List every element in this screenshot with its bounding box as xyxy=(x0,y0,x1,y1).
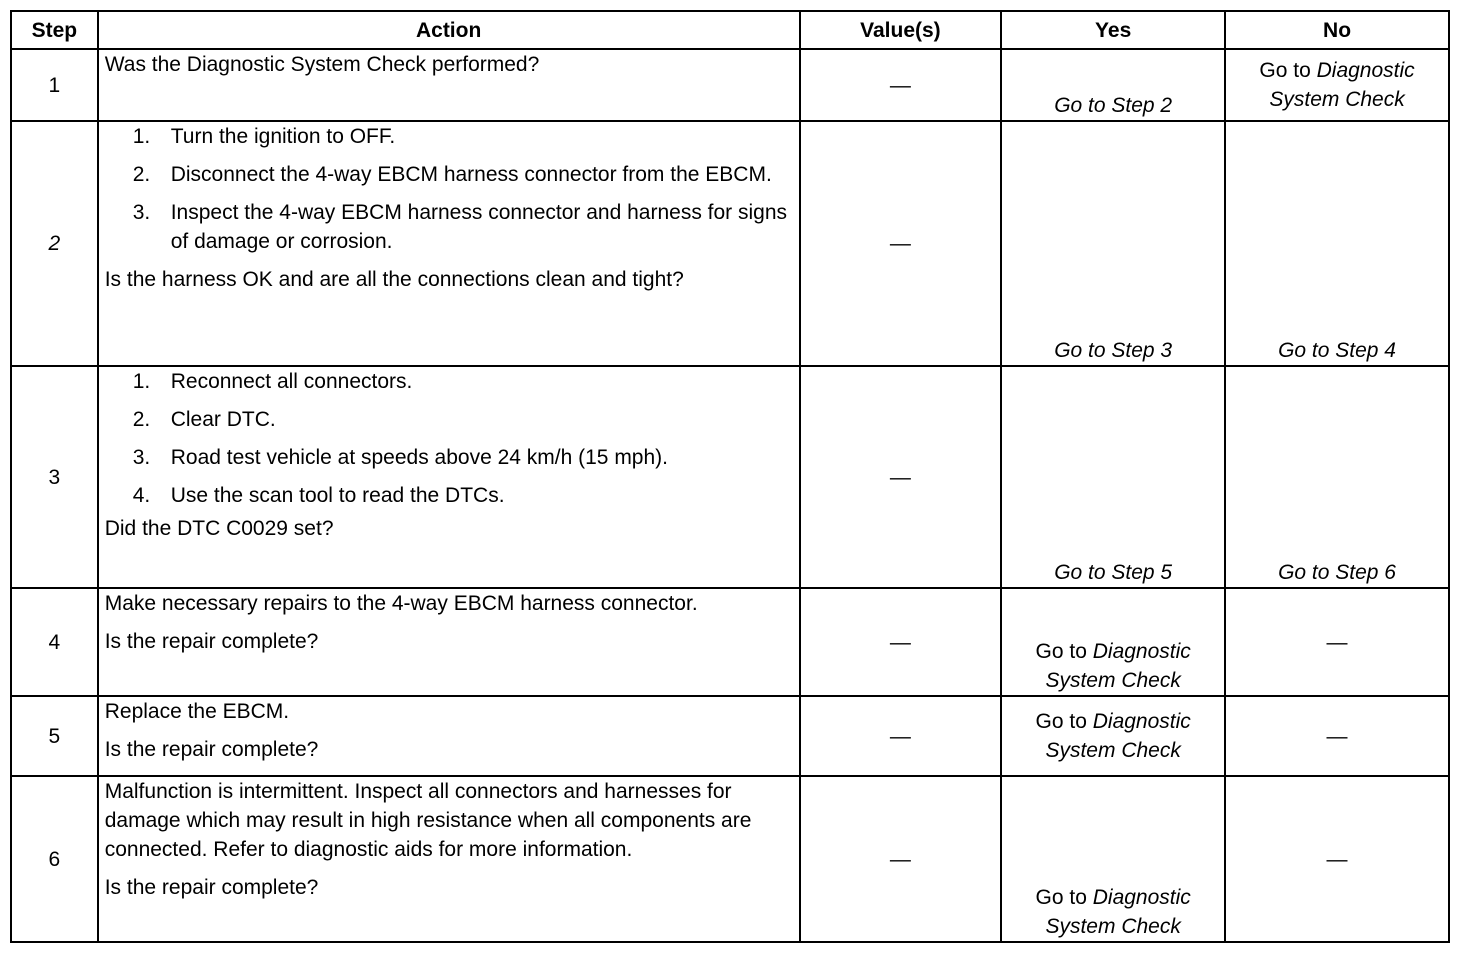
step-number: 5 xyxy=(11,696,98,776)
list-item: 3. Inspect the 4-way EBCM harness connector and harness for signs of damage or corrosion. xyxy=(132,201,788,253)
action-question: Is the repair complete? xyxy=(104,738,319,761)
table-row xyxy=(11,121,1449,366)
no-link-2: System Check xyxy=(1269,88,1405,111)
action-question: Is the repair complete? xyxy=(104,876,319,899)
table-row xyxy=(11,366,1449,588)
step-number: 6 xyxy=(11,776,98,942)
action-cell xyxy=(98,588,800,696)
yes-prefix: Go to xyxy=(1035,640,1093,663)
list-item: 1. Turn the ignition to OFF. xyxy=(132,125,396,148)
no-link-1: Diagnostic xyxy=(1316,59,1415,82)
no-cell: — xyxy=(1225,588,1449,696)
action-question: Did the DTC C0029 set? xyxy=(104,517,334,540)
yes-link-1: Diagnostic xyxy=(1092,640,1191,663)
list-item: 2. Clear DTC. xyxy=(132,408,276,431)
yes-link-2: System Check xyxy=(1045,915,1181,938)
header-values: Value(s) xyxy=(800,11,1002,49)
value-cell: — xyxy=(800,49,1002,121)
action-text: Malfunction is intermittent. Inspect all connectors and harnesses for damage which may result in high resistance when all components are connected. Refer to diagnostic aids for more information. xyxy=(104,780,752,861)
no-cell: — xyxy=(1225,776,1449,942)
action-text: Make necessary repairs to the 4-way EBCM harness connector. xyxy=(104,592,698,615)
yes-cell: Go to Step 3 xyxy=(1001,121,1225,366)
action-question: Was the Diagnostic System Check performed? xyxy=(104,53,540,76)
value-cell: — xyxy=(800,121,1002,366)
step-number: 3 xyxy=(11,366,98,588)
no-cell: — xyxy=(1225,696,1449,776)
value-cell: — xyxy=(800,696,1002,776)
no-cell: Go to Step 4 xyxy=(1225,121,1449,366)
header-yes: Yes xyxy=(1001,11,1225,49)
yes-cell xyxy=(1001,776,1225,942)
header-step: Step xyxy=(11,11,98,49)
yes-cell xyxy=(1001,696,1225,776)
yes-link-1: Diagnostic xyxy=(1092,886,1191,909)
step-number: 1 xyxy=(11,49,98,121)
value-cell: — xyxy=(800,776,1002,942)
yes-link-2: System Check xyxy=(1045,669,1181,692)
yes-link-1: Diagnostic xyxy=(1092,710,1191,733)
diagnostic-table xyxy=(10,10,1450,943)
action-cell xyxy=(98,49,800,121)
action-question: Is the repair complete? xyxy=(104,630,319,653)
no-cell: Go to Step 6 xyxy=(1225,366,1449,588)
action-cell xyxy=(98,121,800,366)
action-cell xyxy=(98,366,800,588)
list-item: 2. Disconnect the 4-way EBCM harness connector from the EBCM. xyxy=(132,163,772,186)
action-text: Replace the EBCM. xyxy=(104,700,290,723)
action-question: Is the harness OK and are all the connections clean and tight? xyxy=(104,268,684,291)
yes-cell: Go to Step 5 xyxy=(1001,366,1225,588)
step-list xyxy=(105,122,793,256)
header-no: No xyxy=(1225,11,1449,49)
yes-cell xyxy=(1001,49,1225,121)
yes-prefix: Go to xyxy=(1035,710,1093,733)
list-item: 4. Use the scan tool to read the DTCs. xyxy=(132,484,505,507)
no-prefix: Go to xyxy=(1259,59,1317,82)
table-row xyxy=(11,588,1449,696)
value-cell: — xyxy=(800,588,1002,696)
yes-link-2: System Check xyxy=(1045,739,1181,762)
yes-link: Go to Step 2 xyxy=(1054,94,1173,117)
list-item: 3. Road test vehicle at speeds above 24 km/h (15 mph). xyxy=(132,446,668,469)
no-cell xyxy=(1225,49,1449,121)
action-cell xyxy=(98,776,800,942)
step-list xyxy=(105,367,793,510)
header-row xyxy=(11,11,1449,49)
yes-prefix: Go to xyxy=(1035,886,1093,909)
header-action: Action xyxy=(98,11,800,49)
action-cell xyxy=(98,696,800,776)
step-number: 2 xyxy=(11,121,98,366)
value-cell: — xyxy=(800,366,1002,588)
yes-cell xyxy=(1001,588,1225,696)
table-row xyxy=(11,49,1449,121)
table-row xyxy=(11,776,1449,942)
list-item: 1. Reconnect all connectors. xyxy=(132,370,413,393)
table-row xyxy=(11,696,1449,776)
step-number: 4 xyxy=(11,588,98,696)
